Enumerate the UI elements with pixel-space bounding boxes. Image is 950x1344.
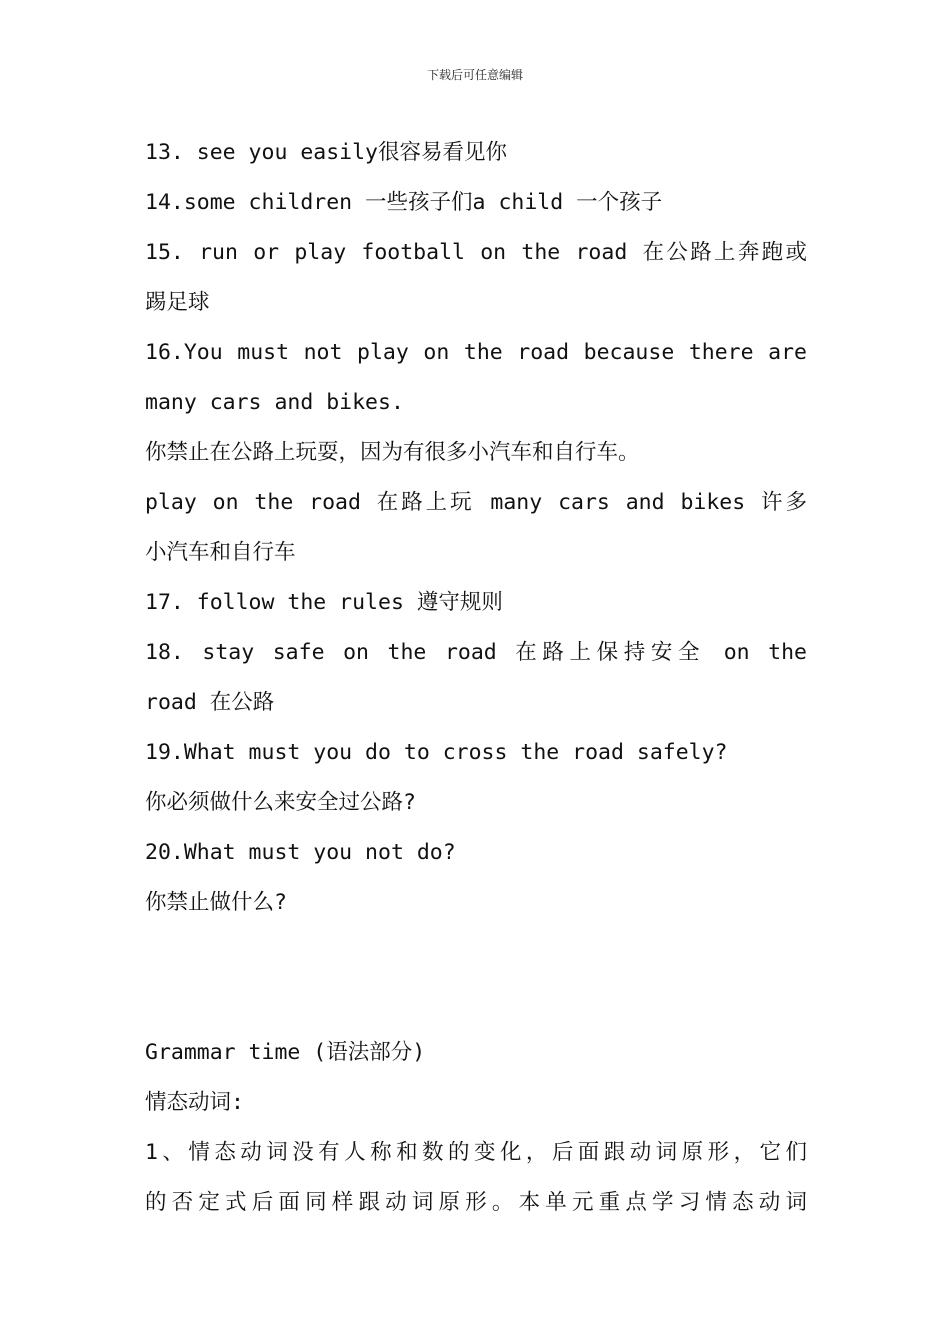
text-line: play on the road 在路上玩 many cars and bikes 许多 <box>145 490 807 515</box>
text-line: 踢足球 <box>145 290 210 315</box>
text-line: 情态动词: <box>145 1090 244 1115</box>
text-line: 1、情态动词没有人称和数的变化，后面跟动词原形，它们 <box>145 1140 807 1165</box>
text-line: 小汽车和自行车 <box>145 540 296 565</box>
text-line: 14.some children 一些孩子们a child 一个孩子 <box>145 190 663 215</box>
text-line: 你必须做什么来安全过公路? <box>145 790 416 815</box>
text-line: 20.What must you not do? <box>145 840 456 865</box>
text-line: 你禁止做什么? <box>145 890 287 915</box>
section-heading: Grammar time (语法部分) <box>145 1040 426 1065</box>
page-header: 下载后可任意编辑 <box>426 68 523 82</box>
text-line: 16.You must not play on the road because there are <box>145 340 807 365</box>
text-line: 17. follow the rules 遵守规则 <box>145 590 503 615</box>
section-gap <box>145 928 807 1028</box>
text-line: 的否定式后面同样跟动词原形。本单元重点学习情态动词 <box>145 1190 807 1215</box>
text-line: 13. see you easily很容易看见你 <box>145 140 507 165</box>
text-line: many cars and bikes. <box>145 390 404 415</box>
text-line: road 在公路 <box>145 690 275 715</box>
document-body <box>145 128 807 1228</box>
text-line: 18. stay safe on the road 在路上保持安全 on the <box>145 640 807 665</box>
text-line: 你禁止在公路上玩耍，因为有很多小汽车和自行车。 <box>145 440 640 465</box>
text-line: 19.What must you do to cross the road safely? <box>145 740 728 765</box>
text-line: 15. run or play football on the road 在公路上奔跑或 <box>145 240 807 265</box>
